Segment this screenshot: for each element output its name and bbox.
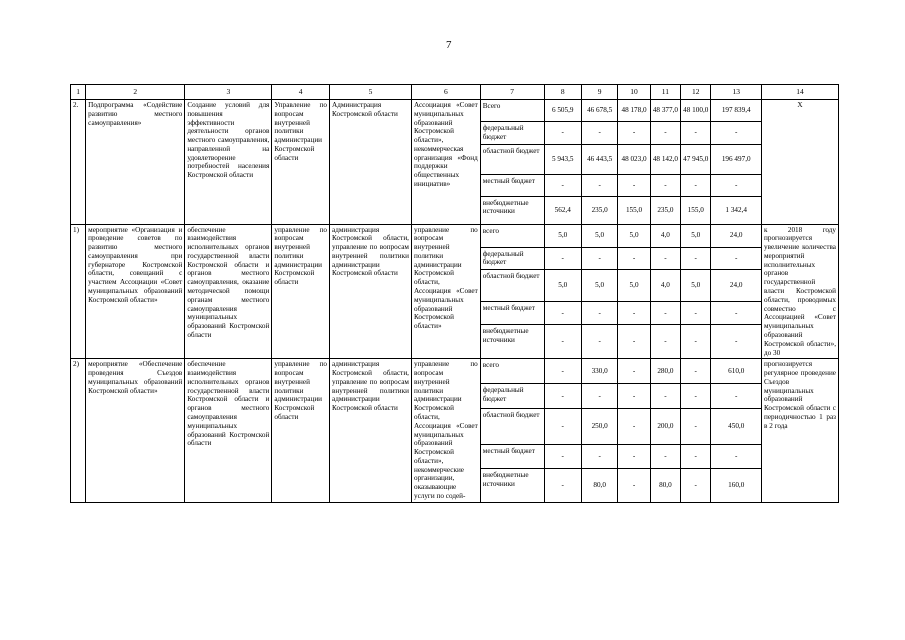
finance-value: 4,0 (650, 224, 680, 247)
header-cell: 8 (544, 85, 581, 100)
result-mark: X (762, 100, 839, 225)
finance-value: - (544, 469, 581, 503)
finance-value: - (544, 359, 581, 384)
finance-value: - (681, 302, 711, 325)
row-number: 2. (71, 100, 86, 225)
finance-value: - (650, 302, 680, 325)
finance-value: 280,0 (650, 359, 680, 384)
responsible-executor: управление по вопросам внутренней политики администрации Костромской области (272, 359, 330, 503)
finance-value: 235,0 (581, 196, 617, 224)
finance-value: 155,0 (681, 196, 711, 224)
finance-source: всего (480, 359, 544, 384)
finance-value: 5,0 (681, 224, 711, 247)
finance-value: 196 497,0 (711, 144, 762, 174)
finance-value: 48 023,0 (618, 144, 650, 174)
finance-value: - (618, 174, 650, 196)
finance-value: - (711, 174, 762, 196)
activity-goal: обеспечение взаимодействия исполнительных органов государственной власти Костромской области и органов местного самоуправления, оказание методической помощи органам местного самоуправления муниципальных образований Костромской области (185, 224, 272, 359)
finance-value: 450,0 (711, 409, 762, 445)
co-executor: администрация Костромской области, управление по вопросам внутренней политики администрации Костромской области (330, 359, 412, 503)
header-cell: 14 (762, 85, 839, 100)
finance-value: 48 100,0 (681, 100, 711, 122)
finance-value: - (581, 122, 617, 145)
finance-value: 24,0 (711, 224, 762, 247)
header-cell: 4 (272, 85, 330, 100)
finance-value: - (581, 247, 617, 270)
finance-value: - (681, 409, 711, 445)
activity-goal: Создание условий для повышения эффективности деятельности органов местного самоуправления, направленной на удовлетворение потребностей населения Костромской области (185, 100, 272, 225)
partner-organizations: управление по вопросам внутренней политики администрации Костромской области, Ассоциация «Совет муниципальных образований Костромской области», некоммерческие организации, оказывающие услуги по содей- (411, 359, 480, 503)
finance-value: 5,0 (618, 224, 650, 247)
finance-value: 197 839,4 (711, 100, 762, 122)
finance-source: федеральный бюджет (480, 247, 544, 270)
finance-value: - (650, 174, 680, 196)
header-cell: 9 (581, 85, 617, 100)
finance-value: - (681, 383, 711, 408)
finance-source: областной бюджет (480, 270, 544, 302)
finance-value: - (618, 359, 650, 384)
responsible-executor: управление по вопросам внутренней политики администрации Костромской области (272, 224, 330, 359)
finance-value: 155,0 (618, 196, 650, 224)
finance-value: - (711, 247, 762, 270)
finance-value: - (618, 469, 650, 503)
header-row (71, 85, 839, 100)
activity-name: мероприятие «Организация и проведение советов по развитию местного самоуправления при губернаторе Костромской области, совещаний с участием Ассоциации «Совет муниципальных образований Костромской области» (86, 224, 185, 359)
activity-name: мероприятие «Обеспечение проведения Съездов муниципальных образований Костромской области» (86, 359, 185, 503)
header-cell: 6 (411, 85, 480, 100)
expected-result: прогнозируется регулярное проведение Съездов муниципальных образований Костромской области с периодичностью 1 раз в 2 года (762, 359, 839, 503)
program-row (71, 100, 839, 122)
finance-value: - (681, 444, 711, 469)
finance-value: - (618, 444, 650, 469)
finance-value: 46 678,5 (581, 100, 617, 122)
finance-value: - (581, 174, 617, 196)
finance-value: - (681, 469, 711, 503)
activity-goal: обеспечение взаимодействия исполнительных органов государственной власти Костромской области и органов местного самоуправления муниципальных образований Костромской области (185, 359, 272, 503)
finance-source: областной бюджет (480, 409, 544, 445)
finance-value: - (650, 247, 680, 270)
finance-value: 610,0 (711, 359, 762, 384)
finance-value: 24,0 (711, 270, 762, 302)
header-cell: 12 (681, 85, 711, 100)
finance-value: 46 443,5 (581, 144, 617, 174)
expected-result: к 2018 году прогнозируется увеличение количества мероприятий исполнительных органов государственной власти Костромской области, проводимых совместно с Ассоциацией «Совет муниципальных образований Костромской области», до 30 (762, 224, 839, 359)
finance-source: местный бюджет (480, 444, 544, 469)
finance-value: 1 342,4 (711, 196, 762, 224)
co-executor: Администрация Костромской области (330, 100, 412, 225)
co-executor: администрация Костромской области, управление по вопросам внутренней политики администрации Костромской области (330, 224, 412, 359)
finance-value: - (618, 247, 650, 270)
finance-value: 330,0 (581, 359, 617, 384)
finance-value: 4,0 (650, 270, 680, 302)
finance-value: - (711, 122, 762, 145)
finance-value: - (681, 247, 711, 270)
finance-value: - (711, 444, 762, 469)
finance-value: 160,0 (711, 469, 762, 503)
finance-source: всего (480, 224, 544, 247)
finance-value: - (544, 174, 581, 196)
finance-value: 5 943,5 (544, 144, 581, 174)
finance-source: федеральный бюджет (480, 122, 544, 145)
finance-value: 5,0 (581, 224, 617, 247)
finance-value: 5,0 (681, 270, 711, 302)
finance-value: - (581, 325, 617, 359)
finance-value: - (681, 122, 711, 145)
finance-value: 6 505,9 (544, 100, 581, 122)
finance-source: внебюджетные источники (480, 469, 544, 503)
finance-value: 200,0 (650, 409, 680, 445)
finance-source: местный бюджет (480, 174, 544, 196)
finance-value: - (544, 409, 581, 445)
finance-value: - (681, 174, 711, 196)
finance-value: - (618, 302, 650, 325)
finance-value: 5,0 (544, 270, 581, 302)
responsible-executor: Управление по вопросам внутренней политики администрации Костромской области (272, 100, 330, 225)
finance-value: - (544, 122, 581, 145)
finance-value: - (544, 383, 581, 408)
header-cell: 1 (71, 85, 86, 100)
finance-value: - (618, 122, 650, 145)
finance-source: федеральный бюджет (480, 383, 544, 408)
finance-value: - (711, 325, 762, 359)
finance-value: - (681, 359, 711, 384)
header-cell: 11 (650, 85, 680, 100)
header-cell: 7 (480, 85, 544, 100)
finance-value: - (544, 302, 581, 325)
finance-value: - (581, 302, 617, 325)
finance-value: - (581, 383, 617, 408)
header-cell: 5 (330, 85, 412, 100)
finance-value: 5,0 (544, 224, 581, 247)
header-cell: 2 (86, 85, 185, 100)
finance-source: местный бюджет (480, 302, 544, 325)
header-cell: 10 (618, 85, 650, 100)
finance-value: 48 142,0 (650, 144, 680, 174)
finance-value: - (650, 325, 680, 359)
finance-value: 5,0 (618, 270, 650, 302)
finance-value: 48 178,0 (618, 100, 650, 122)
finance-value: - (581, 444, 617, 469)
finance-value: - (618, 325, 650, 359)
finance-value: 80,0 (581, 469, 617, 503)
finance-value: 47 945,0 (681, 144, 711, 174)
finance-source: Всего (480, 100, 544, 122)
finance-value: 5,0 (581, 270, 617, 302)
finance-value: - (618, 409, 650, 445)
program-table (70, 84, 839, 503)
finance-value: - (711, 302, 762, 325)
finance-value: - (544, 325, 581, 359)
finance-value: 250,0 (581, 409, 617, 445)
partner-organizations: управление по вопросам внутренней политики администрации Костромской области, Ассоциация «Совет муниципальных образований Костромской области» (411, 224, 480, 359)
finance-value: - (711, 383, 762, 408)
header-cell: 3 (185, 85, 272, 100)
program-row (71, 359, 839, 384)
page-number: 7 (446, 39, 452, 51)
row-number: 2) (71, 359, 86, 503)
finance-value: 562,4 (544, 196, 581, 224)
partner-organizations: Ассоциация «Совет муниципальных образований Костромской области», некоммерческая организация «Фонд поддержки общественных инициатив» (411, 100, 480, 225)
program-row (71, 224, 839, 247)
header-cell: 13 (711, 85, 762, 100)
finance-source: областной бюджет (480, 144, 544, 174)
finance-value: 235,0 (650, 196, 680, 224)
finance-value: - (650, 122, 680, 145)
finance-value: 80,0 (650, 469, 680, 503)
finance-source: внебюджетные источники (480, 196, 544, 224)
finance-value: - (650, 383, 680, 408)
finance-source: внебюджетные источники (480, 325, 544, 359)
row-number: 1) (71, 224, 86, 359)
finance-value: 48 377,0 (650, 100, 680, 122)
finance-value: - (544, 444, 581, 469)
activity-name: Подпрограмма «Содействие развитию местного самоуправления» (86, 100, 185, 225)
finance-value: - (650, 444, 680, 469)
finance-value: - (618, 383, 650, 408)
finance-value: - (544, 247, 581, 270)
finance-value: - (681, 325, 711, 359)
